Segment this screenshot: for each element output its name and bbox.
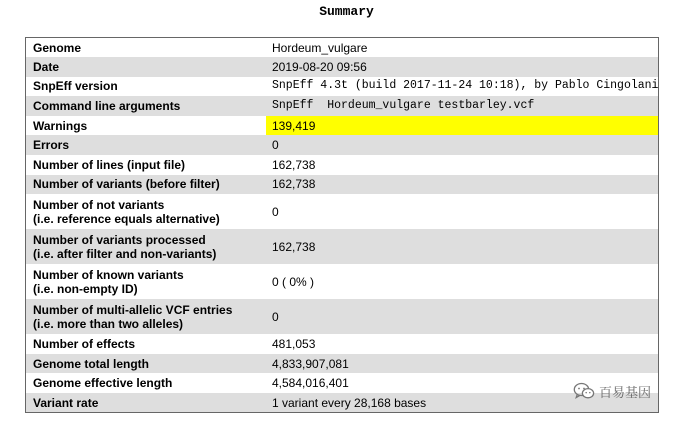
row-value: SnpEff Hordeum_vulgare testbarley.vcf — [266, 96, 659, 116]
row-label: Genome — [33, 40, 82, 55]
row-variants-before-filter — [26, 175, 659, 195]
summary-table — [25, 37, 659, 413]
row-label: Warnings — [33, 118, 88, 133]
row-value: 162,738 — [266, 229, 659, 264]
row-value: 2019-08-20 09:56 — [266, 57, 659, 77]
page-title: Summary — [319, 4, 374, 19]
watermark — [573, 382, 651, 400]
row-number-of-lines — [26, 155, 659, 175]
row-multi-allelic — [26, 299, 659, 334]
row-label-line2: (i.e. reference equals alternative) — [33, 211, 220, 226]
row-label-line1: Number of known variants — [33, 267, 184, 282]
row-label: Date — [26, 57, 267, 77]
row-label: Number of effects — [33, 337, 136, 352]
row-label-line1: Number of not variants — [33, 197, 165, 212]
row-label: Number of lines (input file) — [33, 157, 185, 172]
row-genome — [26, 38, 659, 58]
row-genome-effective-length — [26, 373, 659, 393]
row-known-variants — [26, 264, 659, 299]
row-label — [26, 229, 267, 264]
row-label-line2: (i.e. after filter and non-variants) — [33, 246, 217, 261]
row-value: 1 variant every 28,168 bases — [266, 393, 659, 413]
row-errors — [26, 135, 659, 155]
row-label: Genome effective length — [33, 376, 173, 391]
row-value: 162,738 — [272, 157, 316, 172]
row-label: Variant rate — [26, 393, 267, 413]
row-value: 4,584,016,401 — [272, 376, 349, 391]
row-number-of-effects — [26, 334, 659, 354]
row-variant-rate — [26, 393, 659, 413]
row-label: SnpEff version — [33, 79, 118, 94]
row-warnings — [26, 116, 659, 136]
row-label: Genome total length — [26, 354, 267, 374]
row-variants-processed — [26, 229, 659, 264]
row-value: 0 — [266, 299, 659, 334]
row-label-line2: (i.e. more than two alleles) — [33, 316, 184, 331]
row-command-line — [26, 96, 659, 116]
warnings-value: 139,419 — [266, 116, 659, 136]
row-value: Hordeum_vulgare — [272, 40, 368, 55]
row-label-line2: (i.e. non-empty ID) — [33, 281, 138, 296]
row-label: Errors — [26, 135, 267, 155]
row-label-line1: Number of variants processed — [33, 232, 206, 247]
row-value: 0 — [266, 135, 659, 155]
row-label-line1: Number of multi-allelic VCF entries — [33, 302, 233, 317]
row-value: 0 — [272, 204, 279, 219]
row-not-variants — [26, 194, 659, 229]
row-value: 162,738 — [266, 175, 659, 195]
row-label: Command line arguments — [26, 96, 267, 116]
row-label: Number of variants (before filter) — [26, 175, 267, 195]
wechat-icon — [573, 382, 595, 400]
watermark-text: 百易基因 — [599, 385, 652, 401]
row-value: 481,053 — [272, 337, 316, 352]
row-genome-total-length — [26, 354, 659, 374]
row-label — [26, 299, 267, 334]
row-label — [26, 264, 267, 299]
row-snpeff-version — [26, 77, 659, 97]
row-value: 0 ( 0% ) — [272, 274, 315, 289]
row-value: SnpEff 4.3t (build 2017-11-24 10:18), by Pablo Cingolani — [272, 79, 659, 93]
row-value: 4,833,907,081 — [266, 354, 659, 374]
row-date — [26, 57, 659, 77]
row-label — [26, 194, 267, 229]
